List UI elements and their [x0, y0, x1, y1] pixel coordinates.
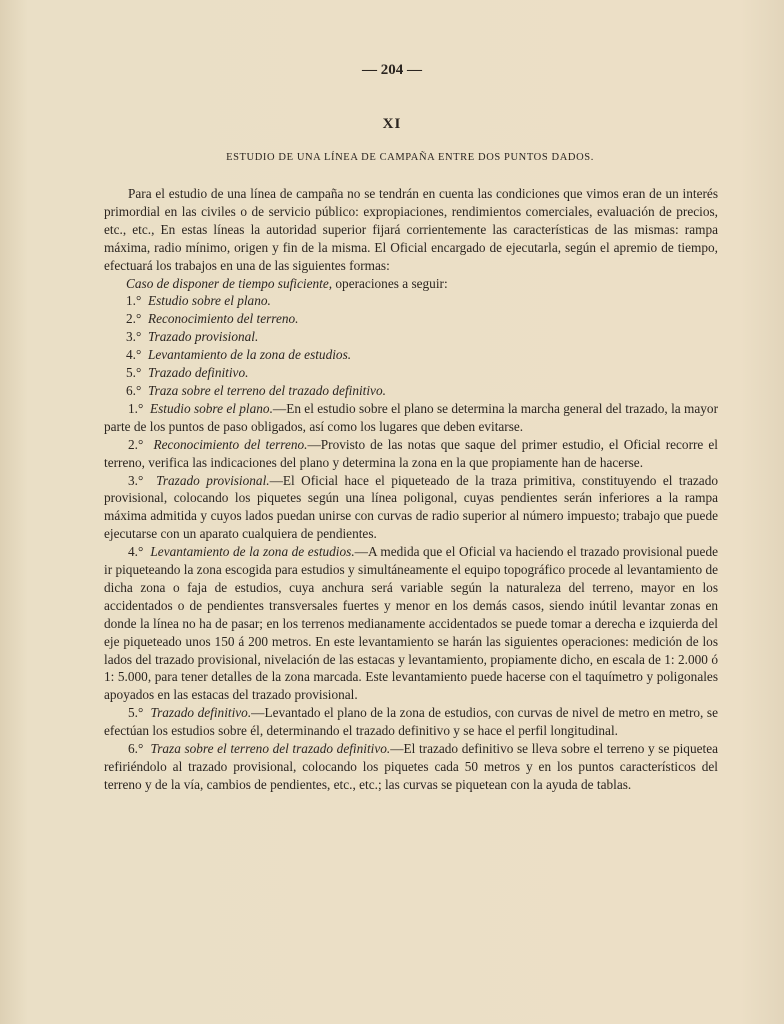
paragraph-text: —El Oficial hace el piqueteado de la traza primitiva, constituyendo el trazado provisional, colocando los piquetes según una línea poligonal, cuyas pendientes serán inferiores a la rampa máxima admitida y cuyos lados puedan unirse con curvas de radio superior al número impuesto; trabajo que puede ejecutarse con un aparato cualquiera de pendientes. [104, 472, 718, 542]
step-number: 4.° [126, 347, 142, 363]
paragraph-text: —Provisto de las notas que saque del primer estudio, el Oficial recorre el terreno, verifica las indicaciones del plano y determina la zona en la que propiamente han de hacerse. [104, 436, 718, 470]
step-label: Traza sobre el terreno del trazado definitivo. [147, 382, 386, 398]
intro-paragraph: Para el estudio de una línea de campaña no se tendrán en cuenta las condiciones que vimos eran de un interés primordial en las civiles o de servicio público: expropiaciones, rendimientos comerciales, evaluación de precios, etc., etc., En estas líneas la autoridad superior fijará corrientemente las características de las mismas: rampa máxima, radio mínimo, origen y fin de la misma. El Oficial encargado de ejecutarla, según el apremio de tiempo, efectuará los trabajos en una de las siguientes formas: [104, 186, 718, 273]
step-number: 3.° [126, 329, 142, 345]
step-label: Estudio sobre el plano. [147, 293, 271, 309]
section-title: ESTUDIO DE UNA LÍNEA DE CAMPAÑA ENTRE DOS PUNTOS DADOS. [226, 152, 594, 163]
step-number: 5.° [126, 365, 142, 381]
step-label: Trazado provisional. [147, 329, 259, 345]
paragraph-number: 6.° [128, 741, 144, 757]
step-paragraph [104, 740, 718, 794]
list-item [104, 292, 718, 310]
steps-list [104, 292, 718, 399]
paragraph-number: 3.° [128, 472, 144, 488]
step-label: Levantamiento de la zona de estudios. [147, 347, 352, 363]
step-label: Reconocimiento del terreno. [147, 311, 299, 327]
paragraph-title: Trazado provisional. [156, 472, 270, 488]
paragraph-title: Levantamiento de la zona de estudios. [150, 544, 355, 560]
paragraph-text: —Levantado el plano de la zona de estudios, con curvas de nivel de metro en metro, se efectúan los estudios sobre él, determinando el trazado definitivo y se hace el perfil longitudinal. [104, 705, 718, 739]
step-paragraph [104, 400, 718, 436]
paragraph-text: —El trazado definitivo se lleva sobre el terreno y se piquetea refiriéndolo al trazado provisional, colocando los piquetes cada 50 metros y en los puntos característicos del terreno y de la vía, cambios de pendientes, etc., etc.; las curvas se piquetean con la ayuda de tablas. [104, 741, 719, 792]
step-paragraph [104, 543, 718, 704]
list-item [104, 364, 718, 382]
paragraph-title: Traza sobre el terreno del trazado definitivo. [150, 741, 391, 757]
step-paragraph [104, 436, 718, 472]
list-intro-rest: operaciones a seguir: [332, 275, 448, 291]
list-item [104, 382, 718, 400]
paragraph-title: Estudio sobre el plano. [149, 400, 273, 416]
paragraph-number: 4.° [128, 544, 144, 560]
list-item [104, 346, 718, 364]
step-number: 1.° [126, 293, 142, 309]
step-paragraph [104, 472, 718, 544]
chapter-heading: XI [382, 116, 402, 132]
paragraph-title: Reconocimiento del terreno. [153, 436, 308, 452]
step-number: 2.° [126, 311, 142, 327]
step-paragraph [104, 704, 718, 740]
body-text [104, 185, 718, 794]
step-number: 6.° [126, 382, 142, 398]
step-label: Trazado definitivo. [147, 365, 249, 381]
list-intro [104, 275, 718, 293]
paragraph-number: 5.° [128, 705, 144, 721]
paragraph-title: Trazado definitivo. [150, 705, 252, 721]
paragraph-number: 2.° [128, 436, 144, 452]
list-item [104, 328, 718, 346]
page-number: — 204 — [362, 62, 422, 78]
paragraph-number: 1.° [128, 400, 144, 416]
list-item [104, 310, 718, 328]
paragraph-text: —A medida que el Oficial va haciendo el trazado provisional puede ir piqueteando la zona escogida para estudios y simultáneamente el equipo topográfico procede al levantamiento de dicha zona o faja de estudios, cuya anchura será variable según la naturaleza del terreno, mayor en los accidentados o de pendientes transversales fuertes y menor en los demás casos, siendo inútil levantar zonas en donde la línea no ha de pasar; en los terrenos medianamente accidentados se puede tomar a derecha e izquierda del eje piqueteado unos 150 á 200 metros. En este levantamiento se harán las siguientes operaciones: medición de los lados del trazado provisional, nivelación de las estacas y levantamiento, propiamente dicho, en escala de 1: 2.000 ó 1: 5.000, para tener detalles de la zona marcada. Este levantamiento puede hacerse con el taquímetro y poligonales apoyados en las estacas del trazado provisional. [104, 544, 719, 703]
paragraph-text: —En el estudio sobre el plano se determina la marcha general del trazado, la mayor parte de los puntos de paso obligados, así como los lugares que deben evitarse. [104, 400, 718, 434]
list-intro-italic: Caso de disponer de tiempo suficiente, [126, 275, 333, 291]
